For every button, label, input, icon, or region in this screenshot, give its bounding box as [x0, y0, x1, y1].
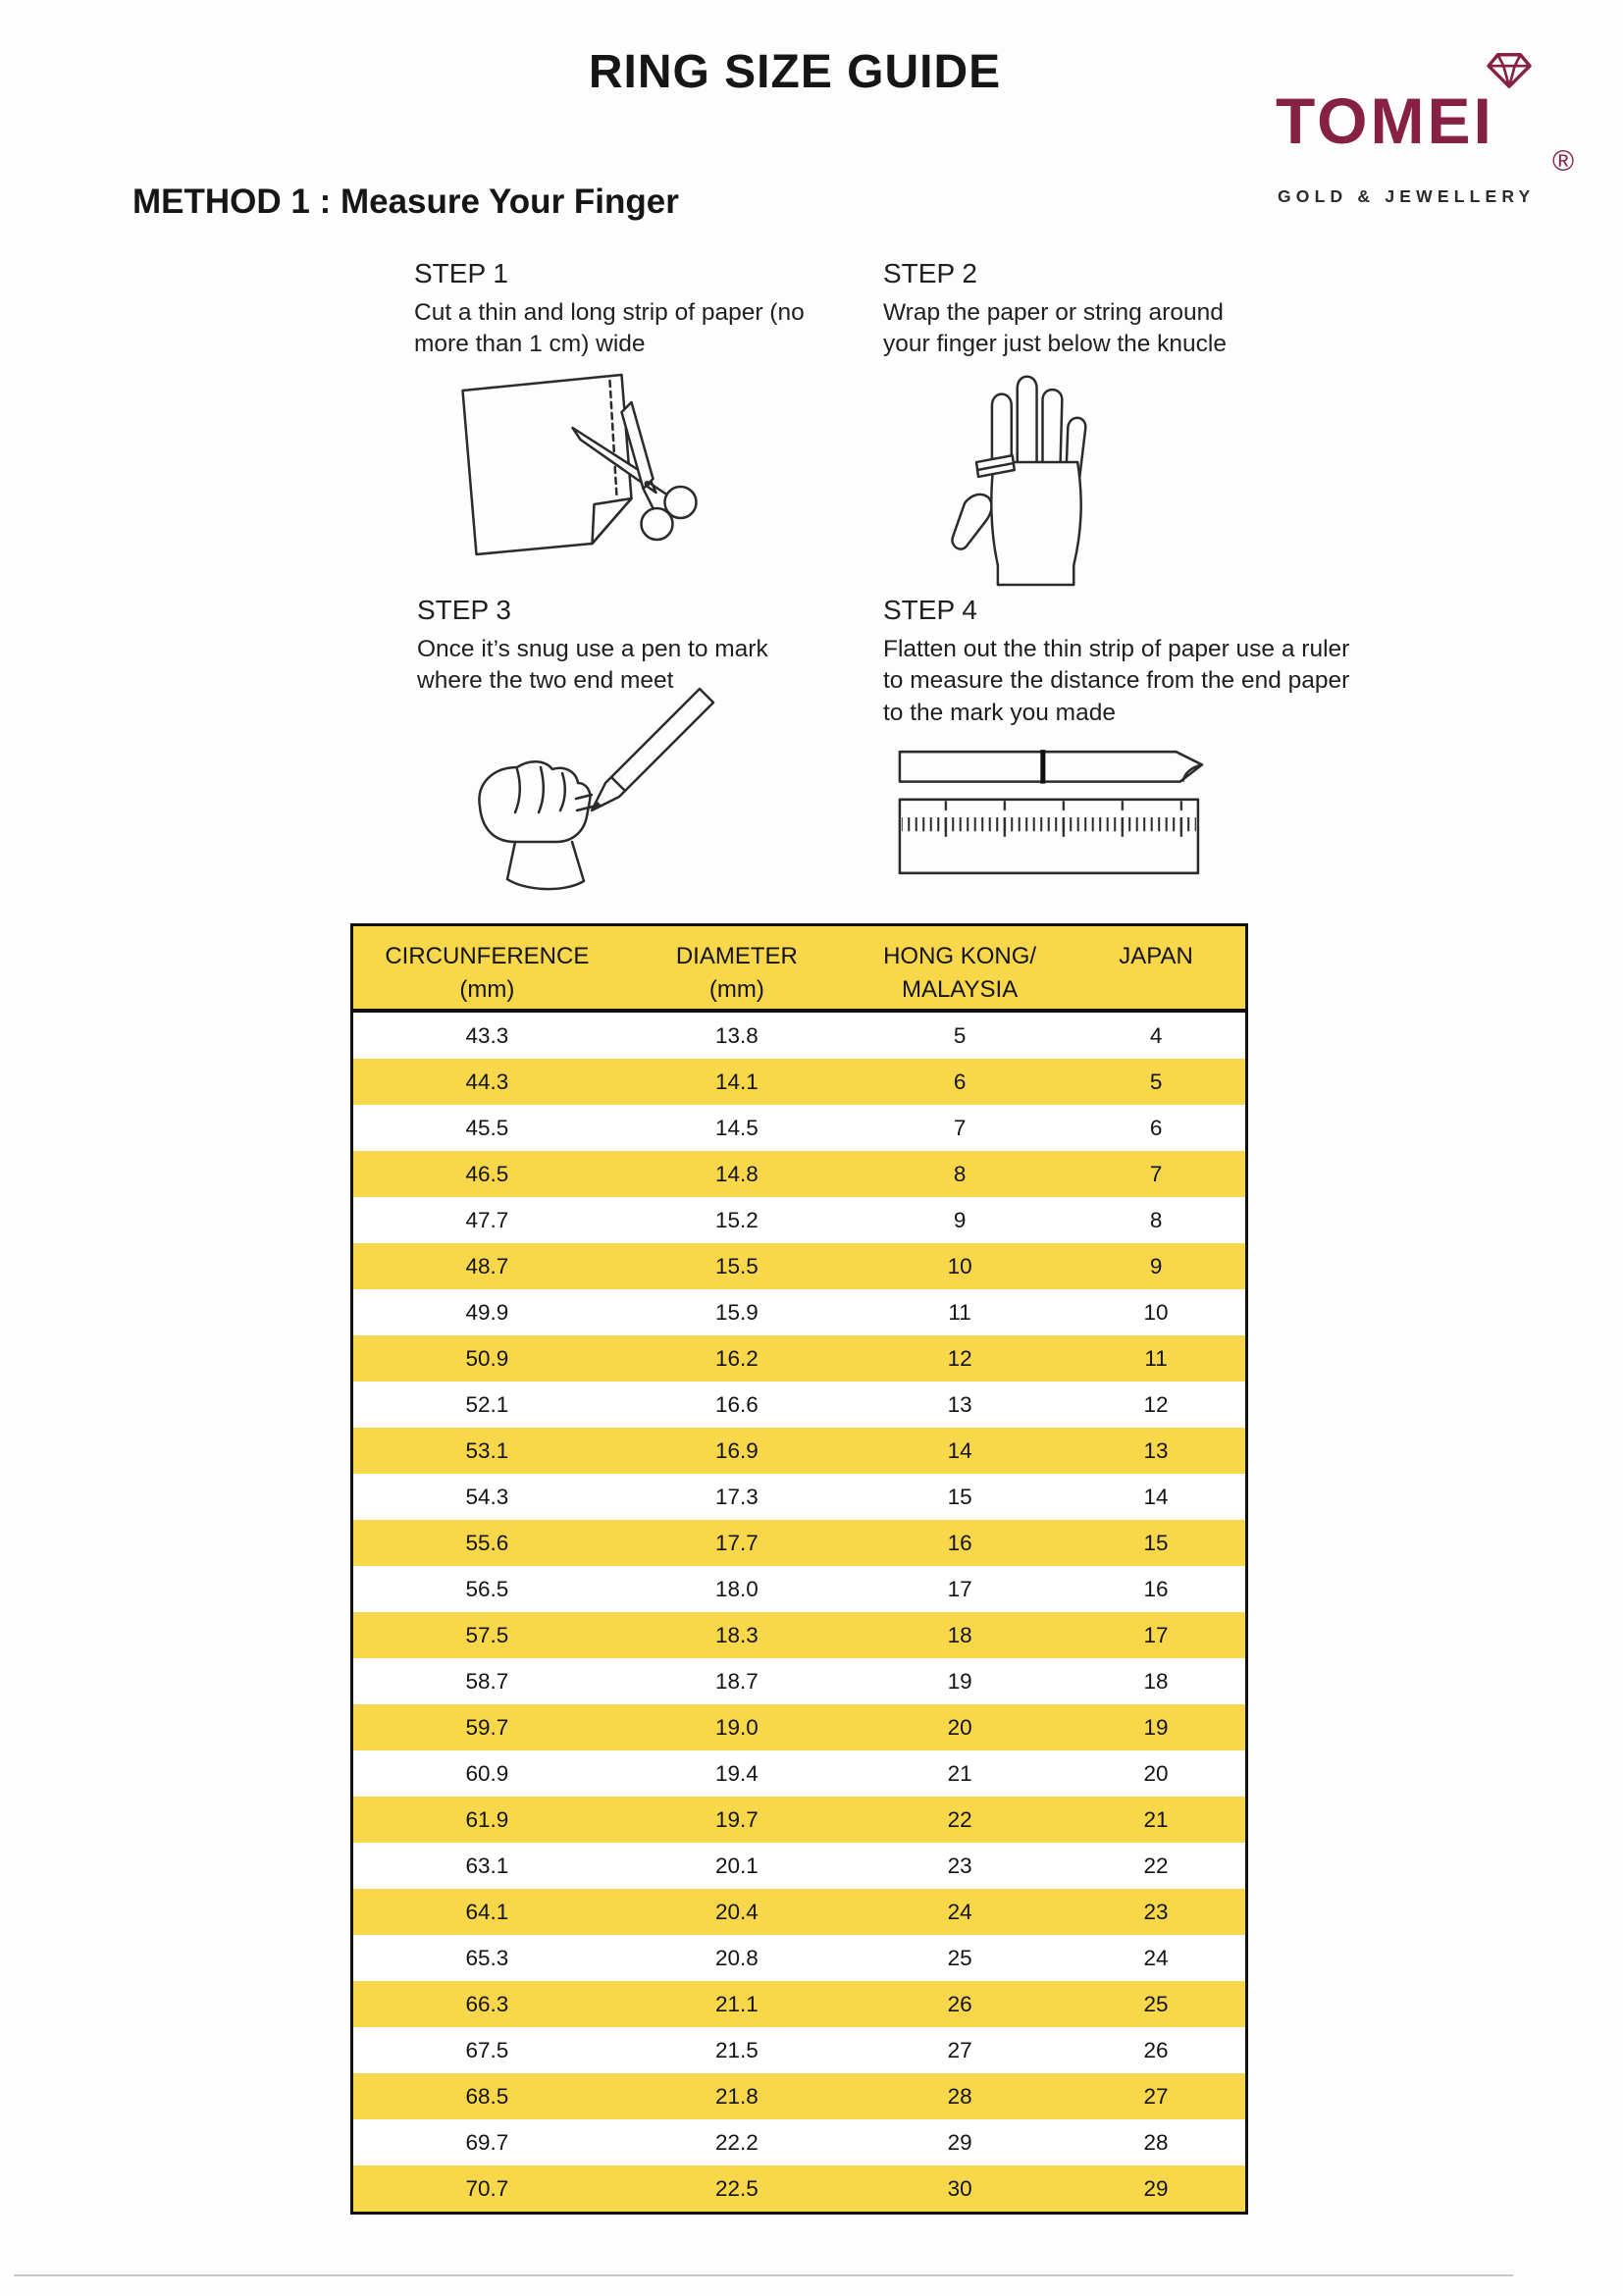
- step-3-label: STEP 3: [417, 595, 511, 625]
- cell-japan: 15: [1143, 1530, 1169, 1555]
- table-row: [353, 1013, 1245, 1059]
- cell-diameter: 21.1: [714, 1991, 759, 2016]
- cell-hongkong-malaysia: 22: [947, 1806, 972, 1832]
- cell-circumference: 47.7: [465, 1207, 509, 1232]
- method-heading: METHOD 1 : Measure Your Finger: [132, 183, 679, 221]
- cell-diameter: 20.1: [714, 1852, 759, 1878]
- cell-circumference: 56.5: [465, 1576, 509, 1601]
- cell-circumference: 46.5: [465, 1161, 509, 1186]
- table-row: [353, 1105, 1245, 1151]
- page-title: RING SIZE GUIDE: [588, 46, 1002, 98]
- paper-strip-icon: [900, 750, 1202, 783]
- cell-diameter: 14.8: [714, 1161, 759, 1186]
- table-row: [353, 1520, 1245, 1566]
- cell-hongkong-malaysia: 19: [947, 1668, 972, 1694]
- table-header: [353, 926, 1245, 1013]
- step-4-label: STEP 4: [883, 595, 977, 625]
- table-row: [353, 1197, 1245, 1243]
- cell-hongkong-malaysia: 13: [947, 1391, 972, 1417]
- scan-artifact-line: [14, 2274, 1513, 2276]
- table-row: [353, 1243, 1245, 1289]
- step-1-text: Cut a thin and long strip of paper (no more than 1 cm) wide: [414, 299, 805, 358]
- header-cell-hongkong-malaysia: HONG KONG/ MALAYSIA: [883, 943, 1037, 1003]
- cell-circumference: 44.3: [465, 1069, 509, 1094]
- cell-circumference: 68.5: [465, 2083, 509, 2109]
- cell-japan: 18: [1143, 1668, 1169, 1694]
- ruler-icon: [900, 800, 1198, 873]
- cell-japan: 16: [1143, 1576, 1169, 1601]
- cell-hongkong-malaysia: 20: [947, 1714, 972, 1740]
- cell-diameter: 15.9: [714, 1299, 759, 1325]
- cell-hongkong-malaysia: 10: [947, 1253, 972, 1278]
- step-1-label: STEP 1: [414, 258, 508, 288]
- table-row: [353, 1151, 1245, 1197]
- cell-japan: 4: [1149, 1022, 1163, 1048]
- cell-diameter: 21.5: [714, 2037, 759, 2062]
- cell-circumference: 69.7: [465, 2129, 509, 2155]
- cell-diameter: 16.2: [714, 1345, 759, 1371]
- cell-hongkong-malaysia: 16: [947, 1530, 972, 1555]
- table-row: [353, 1382, 1245, 1428]
- cell-diameter: 16.9: [714, 1437, 759, 1463]
- cell-japan: 28: [1143, 2129, 1169, 2155]
- cell-hongkong-malaysia: 25: [947, 1945, 972, 1970]
- cell-hongkong-malaysia: 29: [947, 2129, 972, 2155]
- cell-circumference: 43.3: [465, 1022, 509, 1048]
- cell-hongkong-malaysia: 5: [953, 1022, 967, 1048]
- cell-circumference: 59.7: [465, 1714, 509, 1740]
- cell-diameter: 19.7: [714, 1806, 759, 1832]
- cell-japan: 13: [1143, 1437, 1169, 1463]
- step-1: [414, 258, 865, 361]
- cell-japan: 8: [1149, 1207, 1163, 1232]
- cell-japan: 9: [1149, 1253, 1163, 1278]
- cell-hongkong-malaysia: 14: [947, 1437, 972, 1463]
- table-row: [353, 1797, 1245, 1843]
- cell-hongkong-malaysia: 17: [947, 1576, 972, 1601]
- cell-hongkong-malaysia: 12: [947, 1345, 972, 1371]
- cell-diameter: 15.5: [714, 1253, 759, 1278]
- cell-diameter: 17.7: [714, 1530, 759, 1555]
- table-row: [353, 1612, 1245, 1658]
- table-row: [353, 2073, 1245, 2119]
- cell-japan: 17: [1143, 1622, 1169, 1647]
- cell-hongkong-malaysia: 21: [947, 1760, 972, 1786]
- paper-sheet-icon: [463, 375, 632, 554]
- table-row: [353, 1935, 1245, 1981]
- cell-circumference: 54.3: [465, 1484, 509, 1509]
- table-row: [353, 1335, 1245, 1382]
- table-row: [353, 1566, 1245, 1612]
- step-3-text: Once it’s snug use a pen to mark where the two end meet: [417, 636, 768, 695]
- cell-japan: 23: [1143, 1899, 1169, 1924]
- cell-hongkong-malaysia: 15: [947, 1484, 972, 1509]
- cell-circumference: 45.5: [465, 1115, 509, 1140]
- table-row: [353, 1428, 1245, 1474]
- table-row: [353, 1889, 1245, 1935]
- cell-japan: 24: [1143, 1945, 1169, 1970]
- cell-japan: 21: [1143, 1806, 1169, 1832]
- cell-diameter: 20.4: [714, 1899, 759, 1924]
- table-row: [353, 2166, 1245, 2212]
- strip-ruler-illustration: [883, 738, 1227, 887]
- hand-wrap-illustration: [934, 345, 1155, 589]
- cell-japan: 5: [1149, 1069, 1163, 1094]
- cell-hongkong-malaysia: 28: [947, 2083, 972, 2109]
- cell-japan: 26: [1143, 2037, 1169, 2062]
- header-cell-circumference: CIRCUNFERENCE (mm): [385, 943, 590, 1003]
- cell-hongkong-malaysia: 18: [947, 1622, 972, 1647]
- cell-circumference: 52.1: [465, 1391, 509, 1417]
- header-cell-diameter: DIAMETER (mm): [675, 943, 798, 1003]
- cell-diameter: 15.2: [714, 1207, 759, 1232]
- cell-diameter: 14.1: [714, 1069, 759, 1094]
- cell-japan: 20: [1143, 1760, 1169, 1786]
- cell-diameter: 18.7: [714, 1668, 759, 1694]
- cell-hongkong-malaysia: 11: [948, 1299, 971, 1325]
- step-2-text: Wrap the paper or string around your finger just below the knucle: [883, 299, 1227, 358]
- cell-diameter: 21.8: [714, 2083, 759, 2109]
- cell-diameter: 20.8: [714, 1945, 759, 1970]
- header-cell-japan: JAPAN: [1119, 943, 1193, 969]
- cell-diameter: 14.5: [714, 1115, 759, 1140]
- table-row: [353, 2027, 1245, 2073]
- cell-circumference: 63.1: [465, 1852, 509, 1878]
- step-4: [883, 595, 1359, 729]
- cell-japan: 7: [1149, 1161, 1163, 1186]
- registered-mark-icon: ®: [1552, 145, 1575, 178]
- table-row: [353, 1658, 1245, 1704]
- ring-size-table: [350, 923, 1248, 2215]
- cell-circumference: 49.9: [465, 1299, 509, 1325]
- cell-hongkong-malaysia: 27: [947, 2037, 972, 2062]
- cell-circumference: 67.5: [465, 2037, 509, 2062]
- cell-circumference: 58.7: [465, 1668, 509, 1694]
- cell-circumference: 53.1: [465, 1437, 509, 1463]
- fist-hand-icon: [479, 761, 593, 889]
- cell-japan: 25: [1143, 1991, 1169, 2016]
- table-row: [353, 2119, 1245, 2166]
- brand-name: TOMEI: [1276, 84, 1494, 157]
- table-row: [353, 1704, 1245, 1750]
- cell-circumference: 61.9: [465, 1806, 509, 1832]
- cell-japan: 14: [1143, 1484, 1169, 1509]
- cell-japan: 11: [1144, 1345, 1168, 1371]
- cell-circumference: 60.9: [465, 1760, 509, 1786]
- table-row: [353, 1289, 1245, 1335]
- cell-diameter: 22.2: [714, 2129, 759, 2155]
- cell-hongkong-malaysia: 9: [953, 1207, 967, 1232]
- cell-hongkong-malaysia: 24: [947, 1899, 972, 1924]
- table-row: [353, 1843, 1245, 1889]
- cell-hongkong-malaysia: 23: [947, 1852, 972, 1878]
- cell-japan: 29: [1143, 2175, 1169, 2201]
- cell-hongkong-malaysia: 30: [947, 2175, 972, 2201]
- pencil-icon: [592, 689, 713, 810]
- table-row: [353, 1474, 1245, 1520]
- cell-hongkong-malaysia: 26: [947, 1991, 972, 2016]
- table-row: [353, 1981, 1245, 2027]
- cell-diameter: 13.8: [714, 1022, 759, 1048]
- cell-circumference: 55.6: [465, 1530, 509, 1555]
- cell-circumference: 66.3: [465, 1991, 509, 2016]
- cell-hongkong-malaysia: 6: [953, 1069, 967, 1094]
- step-2-label: STEP 2: [883, 258, 977, 288]
- cell-japan: 6: [1149, 1115, 1163, 1140]
- cell-japan: 27: [1143, 2083, 1169, 2109]
- step-4-text: Flatten out the thin strip of paper use a ruler to measure the distance from the end paper to the mark you made: [883, 636, 1350, 726]
- cell-diameter: 18.3: [714, 1622, 759, 1647]
- cell-diameter: 19.0: [714, 1714, 759, 1740]
- cell-hongkong-malaysia: 7: [953, 1115, 967, 1140]
- cell-diameter: 19.4: [714, 1760, 759, 1786]
- cell-circumference: 70.7: [465, 2175, 509, 2201]
- cell-circumference: 48.7: [465, 1253, 509, 1278]
- cell-japan: 19: [1143, 1714, 1169, 1740]
- cell-diameter: 18.0: [714, 1576, 759, 1601]
- cell-diameter: 22.5: [714, 2175, 759, 2201]
- cell-circumference: 57.5: [465, 1622, 509, 1647]
- cell-diameter: 16.6: [714, 1391, 759, 1417]
- hand-pen-illustration: [446, 673, 721, 904]
- cell-hongkong-malaysia: 8: [953, 1161, 967, 1186]
- cell-circumference: 65.3: [465, 1945, 509, 1970]
- table-body: [353, 1013, 1245, 2212]
- cell-japan: 12: [1143, 1391, 1169, 1417]
- cell-japan: 10: [1143, 1299, 1169, 1325]
- brand-tagline: GOLD & JEWELLERY: [1278, 186, 1536, 206]
- paper-scissors-illustration: [427, 355, 726, 569]
- cell-japan: 22: [1143, 1852, 1169, 1878]
- cell-circumference: 50.9: [465, 1345, 509, 1371]
- open-hand-icon: [952, 377, 1085, 585]
- cell-diameter: 17.3: [714, 1484, 759, 1509]
- cell-circumference: 64.1: [465, 1899, 509, 1924]
- table-row: [353, 1750, 1245, 1797]
- table-row: [353, 1059, 1245, 1105]
